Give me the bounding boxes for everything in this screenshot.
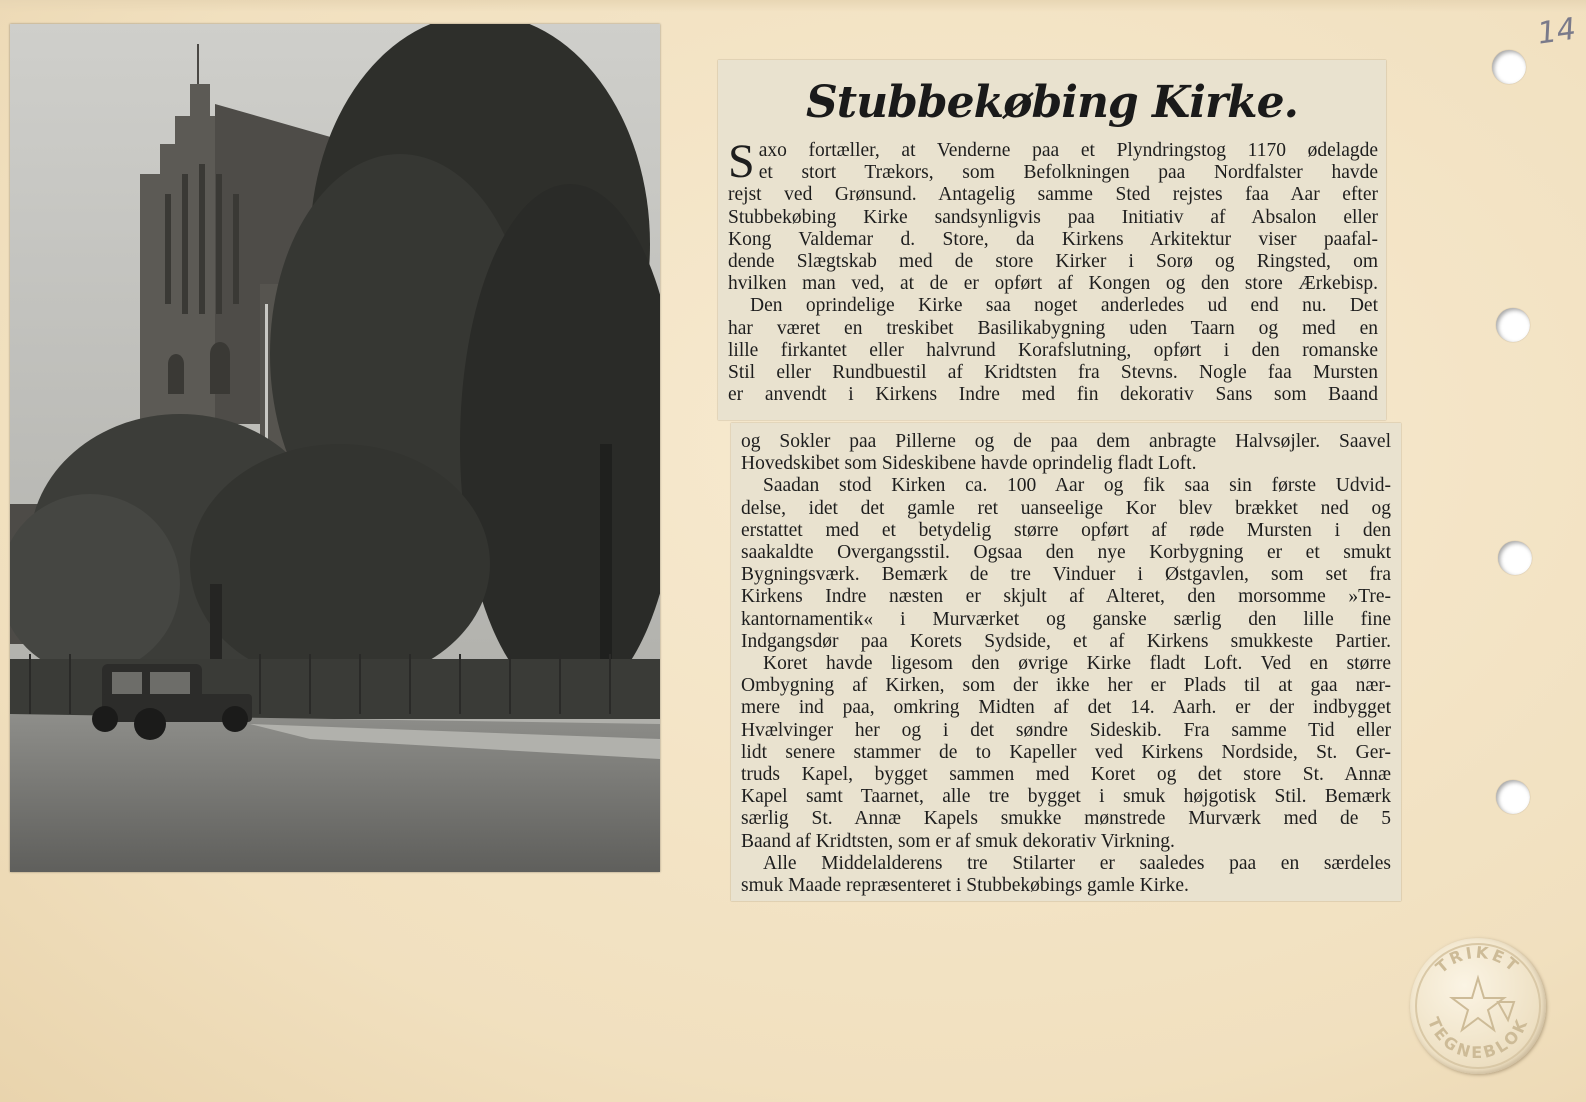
article-body-top [728,135,1378,406]
church-photo-icon [10,24,660,872]
text-line: Hovedskibet som Sideskibene havde oprindelig fladt Loft. [741,453,1197,475]
text-line: lille firkantet eller halvrund Korafslutning, opført i den romanske [728,339,1378,361]
punch-hole [1496,780,1530,814]
text-line: særlig St. Annæ Kapels smukke mønstrede Murværk med de 5 [741,808,1391,830]
text-line: Bygningsværk. Bemærk de tre Vinduer i Østgavlen, som set fra [741,564,1391,586]
embossed-stamp [1410,938,1546,1074]
text-line: Koret havde ligesom den øvrige Kirke fladt Loft. Ved en større [763,653,1391,675]
text-line: Alle Middelalderens tre Stilarter er saaledes paa en særdeles [763,852,1391,874]
text-line: delse, idet det gamle ret uanseelige Kor blev brækket ned og [741,497,1391,519]
article-title: Stubbekøbing Kirke. [806,77,1298,128]
punch-hole [1498,541,1532,575]
punch-hole [1492,50,1526,84]
church-photo [10,24,660,872]
article-body-bottom [741,431,1391,897]
text-line: smuk Maade repræsenteret i Stubbekøbings gamle Kirke. [741,875,1189,897]
stamp-text-bottom: TEGNEBLOK [1423,1014,1533,1063]
text-line: lidt senere stammer de to Kapeller ved Kirkens Nordside, St. Ger- [741,741,1391,763]
text-line: Kong Valdemar d. Store, da Kirkens Arkitektur viser paafal- [728,228,1378,250]
text-line: Kirkens Indre næsten er skjult af Alteret, den morsomme »Tre- [741,586,1391,608]
text-line: hvilken man ved, at de er opført af Kongen og den store Ærkebisp. [728,273,1378,295]
text-line: kantornamentik« i Murværket og ganske særlig den lille fine [741,608,1391,630]
page-edge [0,0,1586,12]
text-line: truds Kapel, bygget sammen med Koret og det store St. Annæ [741,764,1391,786]
text-line: Hvælvinger her og i det søndre Sideskib. Fra samme Tid eller [741,719,1391,741]
text-line: rejst ved Grønsund. Antagelig samme Sted rejstes faa Aar efter [728,184,1378,206]
text-line: Den oprindelige Kirke saa noget anderledes ud end nu. Det [750,295,1378,317]
text-line: erstattet med et betydelig større opført af røde Mursten i den [741,519,1391,541]
text-line: dende Slægtskab med de store Kirker i Sorø og Ringsted, om [728,251,1378,273]
text-line: Kapel samt Taarnet, alle tre bygget i smuk højgotisk Stil. Bemærk [741,786,1391,808]
text-line: et stort Trækors, som Befolkningen paa Nordfalster havde [758,162,1378,184]
text-line: har været en treskibet Basilikabygning uden Taarn og med en [728,317,1378,339]
drop-cap: S [728,135,755,188]
text-line: saakaldte Overgangsstil. Ogsaa den nye Korbygning er et smukt [741,542,1391,564]
text-line: Ombygning af Kirken, som der ikke her er Plads til at gaa nær- [741,675,1391,697]
article-clipping-bottom [731,423,1401,901]
stamp-text-top: TRIKET [1431,942,1525,977]
text-line: Stubbekøbing Kirke sandsynligvis paa Initiativ af Absalon eller [728,206,1378,228]
page-number: 14 [1535,11,1579,52]
text-line: Baand af Kridtsten, som er af smuk dekorativ Virkning. [741,830,1175,852]
article-clipping-top [718,60,1386,420]
text-line: og Sokler paa Pillerne og de paa dem anbragte Halvsøjler. Saavel [741,431,1391,452]
text-line: axo fortæller, at Venderne paa et Plyndringstog 1170 ødelagde [758,140,1378,161]
text-line: Saadan stod Kirken ca. 100 Aar og fik saa sin første Udvid- [763,475,1391,497]
text-line: Indgangsdør paa Korets Sydside, et af Kirkens smukkeste Partier. [741,630,1391,652]
text-line: er anvendt i Kirkens Indre med fin dekorativ Sans som Baand [728,384,1378,406]
text-line: mere ind paa, omkring Midten af det 14. Aarh. er der indbygget [741,697,1391,719]
text-line: Stil eller Rundbuestil af Kridtsten fra Stevns. Nogle faa Mursten [728,362,1378,384]
punch-hole [1496,308,1530,342]
svg-text:TRIKET [1432,943,1524,977]
star-seal-icon [1410,938,1546,1074]
